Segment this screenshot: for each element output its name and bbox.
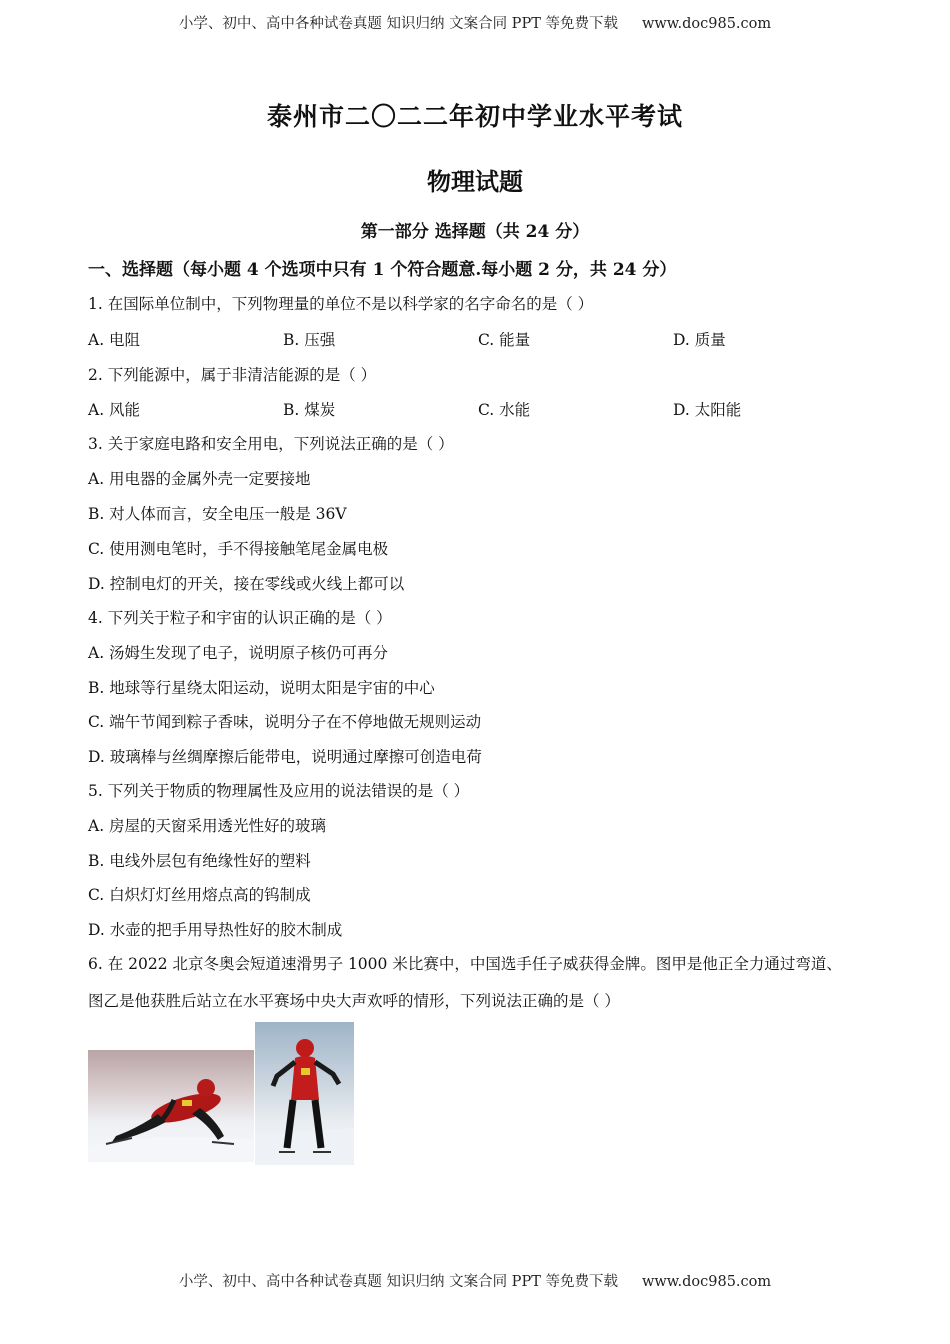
q3-option-a[interactable]: A. 用电器的金属外壳一定要接地 bbox=[88, 470, 311, 488]
q4-option-d[interactable]: D. 玻璃棒与丝绸摩擦后能带电，说明通过摩擦可创造电荷 bbox=[88, 748, 482, 766]
q1-option-a[interactable]: A. 电阻 bbox=[88, 331, 141, 349]
exam-subtitle: 物理试题 bbox=[427, 167, 523, 196]
header-url[interactable]: www.doc985.com bbox=[641, 16, 772, 32]
question-3-stem: 3. 关于家庭电路和安全用电，下列说法正确的是（ ） bbox=[88, 435, 454, 453]
question-1-options bbox=[88, 328, 868, 350]
q5-option-c[interactable]: C. 白炽灯灯丝用熔点高的钨制成 bbox=[88, 886, 311, 904]
footer-url[interactable]: www.doc985.com bbox=[641, 1274, 772, 1290]
part-title: 第一部分 选择题（共 24 分） bbox=[360, 222, 590, 242]
speed-skater-cornering-photo bbox=[88, 1050, 254, 1162]
question-6-stem-line2: 图乙是他获胜后站立在水平赛场中央大声欢呼的情形，下列说法正确的是（ ） bbox=[88, 992, 620, 1010]
question-2-options bbox=[88, 398, 868, 420]
q2-option-b[interactable]: B. 煤炭 bbox=[283, 401, 336, 419]
q2-option-d[interactable]: D. 太阳能 bbox=[673, 401, 742, 419]
q5-option-d[interactable]: D. 水壶的把手用导热性好的胶木制成 bbox=[88, 921, 343, 939]
page-footer bbox=[0, 1270, 950, 1291]
skater-celebrating-photo bbox=[255, 1022, 354, 1165]
exam-title: 泰州市二〇二二年初中学业水平考试 bbox=[266, 102, 683, 131]
q5-option-b[interactable]: B. 电线外层包有绝缘性好的塑料 bbox=[88, 852, 311, 870]
q3-option-d[interactable]: D. 控制电灯的开关，接在零线或火线上都可以 bbox=[88, 575, 405, 593]
q1-option-b[interactable]: B. 压强 bbox=[283, 331, 336, 349]
q4-option-c[interactable]: C. 端午节闻到粽子香味，说明分子在不停地做无规则运动 bbox=[88, 713, 482, 731]
page-header bbox=[0, 12, 950, 33]
q1-option-c[interactable]: C. 能量 bbox=[478, 331, 531, 349]
question-6-stem-line1: 6. 在 2022 北京冬奥会短道速滑男子 1000 米比赛中，中国选手任子威获得金牌。图甲是他正全力通过弯道、 bbox=[88, 955, 842, 973]
header-text: 小学、初中、高中各种试卷真题 知识归纳 文案合同 PPT 等免费下载 bbox=[178, 16, 618, 32]
question-2-stem: 2. 下列能源中，属于非清洁能源的是（ ） bbox=[88, 366, 377, 384]
section-heading: 一、选择题（每小题 4 个选项中只有 1 个符合题意.每小题 2 分，共 24 分） bbox=[88, 260, 677, 280]
q1-option-d[interactable]: D. 质量 bbox=[673, 331, 726, 349]
q5-option-a[interactable]: A. 房屋的天窗采用透光性好的玻璃 bbox=[88, 817, 327, 835]
q2-option-a[interactable]: A. 风能 bbox=[88, 401, 141, 419]
q3-option-b[interactable]: B. 对人体而言，安全电压一般是 36V bbox=[88, 505, 347, 523]
q3-option-c[interactable]: C. 使用测电笔时，手不得接触笔尾金属电极 bbox=[88, 540, 389, 558]
question-5-stem: 5. 下列关于物质的物理属性及应用的说法错误的是（ ） bbox=[88, 782, 470, 800]
question-1-stem: 1. 在国际单位制中，下列物理量的单位不是以科学家的名字命名的是（ ） bbox=[88, 295, 594, 313]
question-6-photos bbox=[88, 1022, 354, 1165]
q2-option-c[interactable]: C. 水能 bbox=[478, 401, 531, 419]
question-4-stem: 4. 下列关于粒子和宇宙的认识正确的是（ ） bbox=[88, 609, 392, 627]
footer-text: 小学、初中、高中各种试卷真题 知识归纳 文案合同 PPT 等免费下载 bbox=[178, 1274, 618, 1290]
q4-option-b[interactable]: B. 地球等行星绕太阳运动，说明太阳是宇宙的中心 bbox=[88, 679, 435, 697]
q4-option-a[interactable]: A. 汤姆生发现了电子，说明原子核仍可再分 bbox=[88, 644, 389, 662]
